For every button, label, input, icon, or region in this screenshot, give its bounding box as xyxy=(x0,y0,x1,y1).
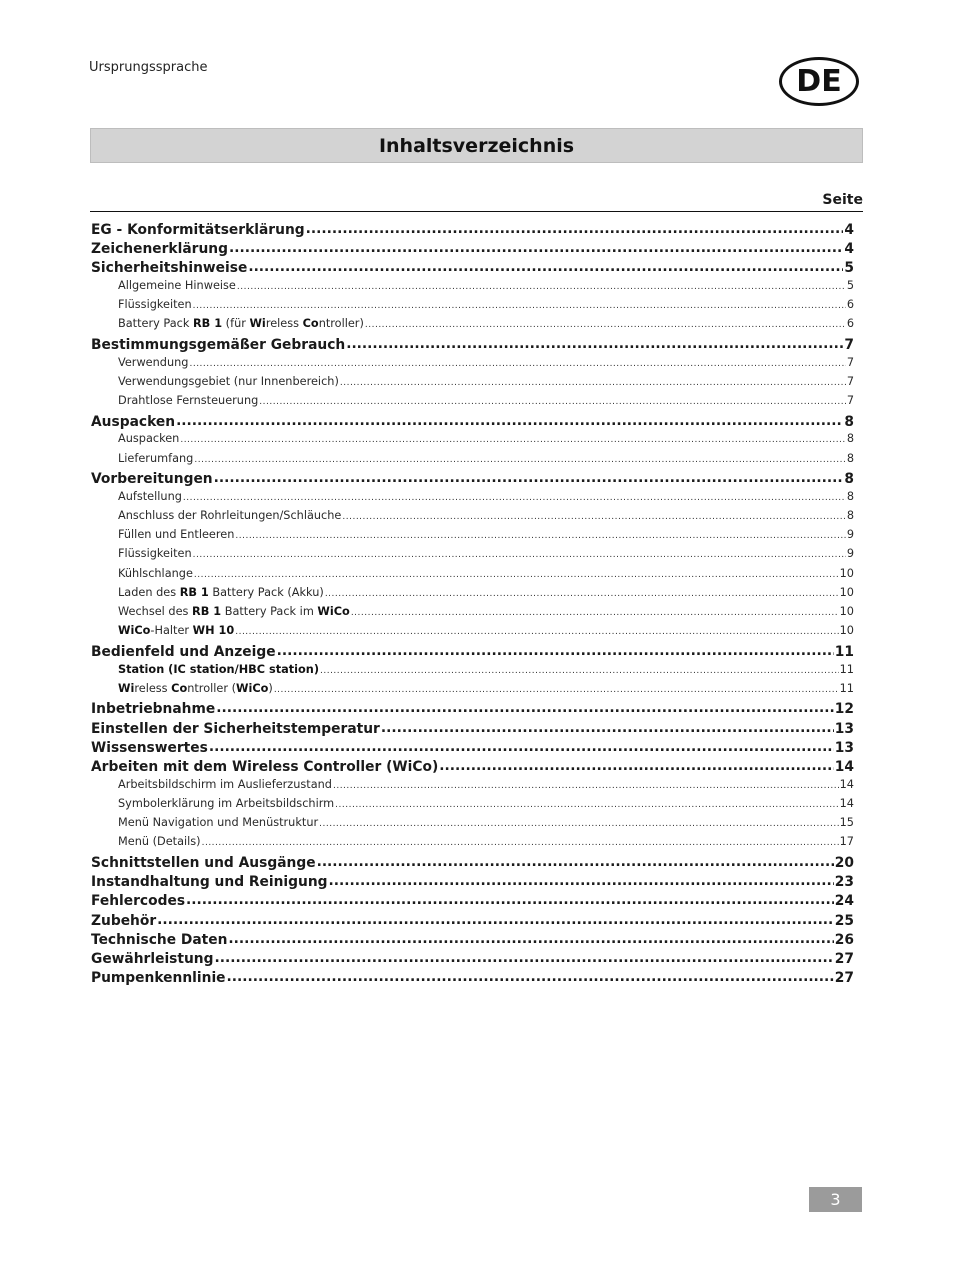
toc-subentry[interactable] xyxy=(91,431,854,450)
toc-entry-title: EG - Konformitätserklärung xyxy=(91,221,305,238)
toc-subentry[interactable] xyxy=(91,604,854,623)
toc-entry-title: Verwendung xyxy=(118,355,189,369)
toc-entry[interactable] xyxy=(91,968,854,987)
toc-entry-title: Inbetriebnahme xyxy=(91,701,216,718)
toc-page-number: 23 xyxy=(834,874,854,891)
toc-page-number: 26 xyxy=(834,931,854,948)
dot-leader xyxy=(346,335,843,349)
toc-page-number: 7 xyxy=(846,355,854,369)
toc-entry-title: Gewährleistung xyxy=(91,950,214,967)
toc-entry[interactable] xyxy=(91,719,854,738)
toc-page-number: 7 xyxy=(846,374,854,388)
toc-page-number: 24 xyxy=(834,893,854,910)
toc-subentry[interactable] xyxy=(91,354,854,373)
toc-entry[interactable] xyxy=(91,642,854,661)
toc-subentry[interactable] xyxy=(91,316,854,335)
toc-page-number: 8 xyxy=(844,413,854,430)
toc-entry-title: Auspacken xyxy=(91,413,176,430)
toc-entry[interactable] xyxy=(91,700,854,719)
title-bar xyxy=(90,128,863,163)
toc-subentry[interactable] xyxy=(91,527,854,546)
table-of-contents xyxy=(91,220,854,988)
toc-page-number: 15 xyxy=(839,816,854,830)
toc-page-number: 8 xyxy=(846,509,854,523)
toc-subentry[interactable] xyxy=(91,661,854,680)
dot-leader xyxy=(235,623,838,634)
toc-entry-title: Arbeiten mit dem Wireless Controller (WiCo) xyxy=(91,759,439,776)
toc-entry-title: Menü (Details) xyxy=(118,835,201,849)
toc-entry-title: Instandhaltung und Reinigung xyxy=(91,874,328,891)
language-badge: DE xyxy=(779,57,859,106)
toc-subentry[interactable] xyxy=(91,565,854,584)
dot-leader xyxy=(227,968,834,982)
toc-page-number: 13 xyxy=(834,720,854,737)
toc-entry[interactable] xyxy=(91,412,854,431)
toc-page-number: 4 xyxy=(844,240,854,257)
header-rule xyxy=(90,211,863,212)
toc-entry-title: Wireless Controller (WiCo) xyxy=(118,681,273,695)
toc-subentry[interactable] xyxy=(91,815,854,834)
toc-entry[interactable] xyxy=(91,738,854,757)
page-number: 3 xyxy=(809,1187,862,1212)
toc-subentry[interactable] xyxy=(91,297,854,316)
toc-page-number: 4 xyxy=(844,221,854,238)
toc-entry-title: Zubehör xyxy=(91,912,157,929)
dot-leader xyxy=(325,585,839,596)
toc-entry-title: Symbolerklärung im Arbeitsbildschirm xyxy=(118,796,335,810)
dot-leader xyxy=(194,450,845,461)
toc-entry-title: Auspacken xyxy=(118,432,180,446)
dot-leader xyxy=(320,661,839,672)
toc-entry-title: Einstellen der Sicherheitstemperatur xyxy=(91,720,380,737)
dot-leader xyxy=(216,700,834,714)
toc-entry[interactable] xyxy=(91,892,854,911)
toc-entry-title: Fehlercodes xyxy=(91,893,186,910)
dot-leader xyxy=(335,796,838,807)
toc-subentry[interactable] xyxy=(91,681,854,700)
toc-entry-title: Aufstellung xyxy=(118,489,182,503)
toc-page-number: 8 xyxy=(846,451,854,465)
toc-entry-title: Lieferumfang xyxy=(118,451,194,465)
toc-entry[interactable] xyxy=(91,853,854,872)
toc-page-number: 20 xyxy=(834,854,854,871)
toc-page-number: 11 xyxy=(834,643,854,660)
toc-entry-title: Bestimmungsgemäßer Gebrauch xyxy=(91,336,346,353)
dot-leader xyxy=(351,604,839,615)
toc-entry-title: Drahtlose Fernsteuerung xyxy=(118,393,259,407)
toc-entry-title: Bedienfeld und Anzeige xyxy=(91,643,276,660)
dot-leader xyxy=(176,412,843,426)
dot-leader xyxy=(209,738,834,752)
dot-leader xyxy=(277,642,834,656)
toc-page-number: 14 xyxy=(834,759,854,776)
toc-entry-title: Füllen und Entleeren xyxy=(118,528,235,542)
source-language-note: Ursprungssprache xyxy=(89,60,208,75)
dot-leader xyxy=(329,872,834,886)
toc-entry-title: Pumpenkennlinie xyxy=(91,970,226,987)
dot-leader xyxy=(259,393,846,404)
dot-leader xyxy=(186,892,834,906)
toc-page-number: 7 xyxy=(846,393,854,407)
toc-entry-title: Station (IC station/HBC station) xyxy=(118,662,319,676)
toc-page-number: 9 xyxy=(846,547,854,561)
dot-leader xyxy=(229,239,843,253)
toc-entry-title: Wechsel des RB 1 Battery Pack im WiCo xyxy=(118,605,350,619)
toc-page-number: 10 xyxy=(839,566,854,580)
toc-subentry[interactable] xyxy=(91,508,854,527)
toc-page-number: 5 xyxy=(844,260,854,277)
toc-page-number: 14 xyxy=(839,777,854,791)
toc-entry-title: Vorbereitungen xyxy=(91,471,213,488)
toc-subentry[interactable] xyxy=(91,489,854,508)
toc-entry-title: Schnittstellen und Ausgänge xyxy=(91,854,316,871)
dot-leader xyxy=(202,834,839,845)
toc-page-number: 6 xyxy=(846,298,854,312)
dot-leader xyxy=(381,719,834,733)
dot-leader xyxy=(274,681,839,692)
dot-leader xyxy=(306,220,844,234)
dot-leader xyxy=(180,431,845,442)
toc-page-number: 8 xyxy=(846,489,854,503)
toc-entry-title: Menü Navigation und Menüstruktur xyxy=(118,816,319,830)
toc-entry-title: Sicherheitshinweise xyxy=(91,260,248,277)
toc-entry-title: Laden des RB 1 Battery Pack (Akku) xyxy=(118,585,324,599)
toc-page-number: 10 xyxy=(839,624,854,638)
dot-leader xyxy=(193,546,846,557)
toc-page-number: 8 xyxy=(844,471,854,488)
dot-leader xyxy=(215,949,834,963)
dot-leader xyxy=(439,757,834,771)
toc-page-number: 7 xyxy=(844,336,854,353)
toc-entry[interactable] xyxy=(91,911,854,930)
dot-leader xyxy=(248,258,843,272)
toc-subentry[interactable] xyxy=(91,623,854,642)
toc-page-number: 10 xyxy=(839,605,854,619)
toc-entry-title: Kühlschlange xyxy=(118,566,193,580)
toc-page-number: 25 xyxy=(834,912,854,929)
toc-entry[interactable] xyxy=(91,258,854,277)
dot-leader xyxy=(193,297,846,308)
toc-subentry[interactable] xyxy=(91,834,854,853)
dot-leader xyxy=(342,508,845,519)
toc-subentry[interactable] xyxy=(91,374,854,393)
toc-page-number: 13 xyxy=(834,739,854,756)
dot-leader xyxy=(340,374,846,385)
toc-entry[interactable] xyxy=(91,469,854,488)
toc-entry[interactable] xyxy=(91,872,854,891)
toc-page-number: 10 xyxy=(839,585,854,599)
toc-entry-title: Verwendungsgebiet (nur Innenbereich) xyxy=(118,374,339,388)
toc-entry-title: Flüssigkeiten xyxy=(118,547,192,561)
toc-entry-title: Battery Pack RB 1 (für Wireless Controller) xyxy=(118,317,364,331)
dot-leader xyxy=(183,489,846,500)
toc-entry[interactable] xyxy=(91,930,854,949)
dot-leader xyxy=(237,278,846,289)
toc-page-number: 8 xyxy=(846,432,854,446)
toc-page-number: 9 xyxy=(846,528,854,542)
toc-entry-title: Zeichenerklärung xyxy=(91,240,228,257)
toc-entry[interactable] xyxy=(91,239,854,258)
dot-leader xyxy=(194,565,839,576)
toc-subentry[interactable] xyxy=(91,796,854,815)
dot-leader xyxy=(235,527,845,538)
toc-entry[interactable] xyxy=(91,949,854,968)
toc-page-number: 11 xyxy=(839,662,854,676)
toc-subentry[interactable] xyxy=(91,585,854,604)
toc-subentry[interactable] xyxy=(91,776,854,795)
dot-leader xyxy=(317,853,834,867)
toc-entry-title: Wissenswertes xyxy=(91,739,208,756)
dot-leader xyxy=(157,911,834,925)
page-column-label: Seite xyxy=(822,192,863,208)
toc-page-number: 11 xyxy=(839,681,854,695)
toc-page-number: 14 xyxy=(839,796,854,810)
dot-leader xyxy=(365,316,846,327)
toc-entry-title: Technische Daten xyxy=(91,931,228,948)
dot-leader xyxy=(319,815,839,826)
page-title: Inhaltsverzeichnis xyxy=(378,134,575,157)
toc-entry-title: Allgemeine Hinweise xyxy=(118,278,236,292)
toc-page-number: 5 xyxy=(846,278,854,292)
toc-page-number: 17 xyxy=(839,835,854,849)
toc-entry[interactable] xyxy=(91,220,854,239)
toc-entry[interactable] xyxy=(91,335,854,354)
toc-entry-title: Arbeitsbildschirm im Auslieferzustand xyxy=(118,777,332,791)
dot-leader xyxy=(228,930,833,944)
toc-subentry[interactable] xyxy=(91,546,854,565)
toc-entry-title: WiCo-Halter WH 10 xyxy=(118,624,235,638)
toc-page-number: 12 xyxy=(834,701,854,718)
toc-page-number: 27 xyxy=(834,950,854,967)
dot-leader xyxy=(333,776,839,787)
toc-page-number: 6 xyxy=(846,317,854,331)
toc-entry[interactable] xyxy=(91,757,854,776)
toc-entry-title: Flüssigkeiten xyxy=(118,298,192,312)
toc-entry-title: Anschluss der Rohrleitungen/Schläuche xyxy=(118,509,342,523)
toc-subentry[interactable] xyxy=(91,393,854,412)
dot-leader xyxy=(189,354,845,365)
toc-page-number: 27 xyxy=(834,970,854,987)
toc-subentry[interactable] xyxy=(91,450,854,469)
toc-subentry[interactable] xyxy=(91,278,854,297)
dot-leader xyxy=(214,469,844,483)
